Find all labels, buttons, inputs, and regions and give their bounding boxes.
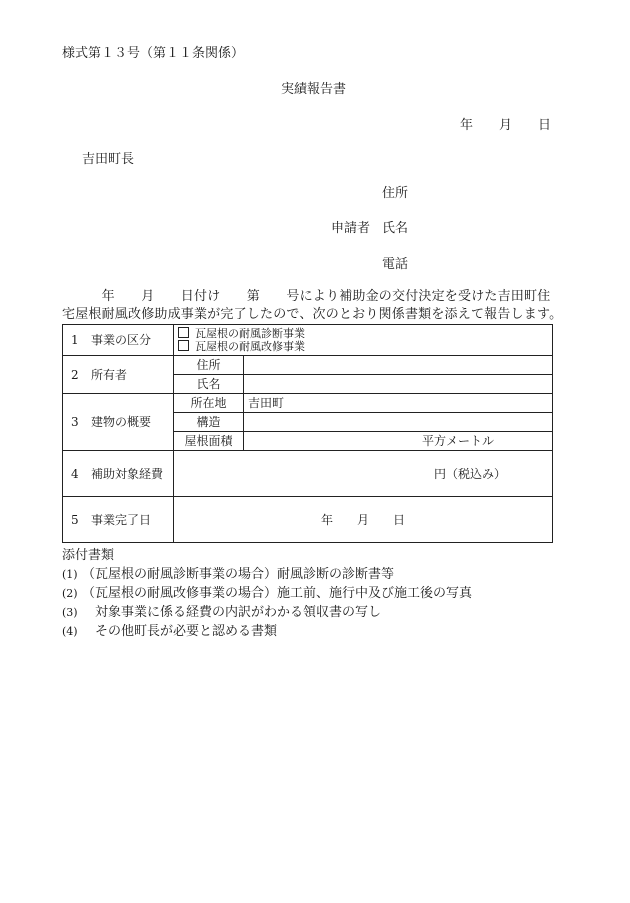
building-overview-label: 3 建物の概要 (63, 394, 174, 451)
eligible-cost-row (63, 451, 553, 497)
option-renovation[interactable]: 瓦屋根の耐風改修事業 (178, 340, 548, 353)
owner-name-label: 氏名 (174, 375, 244, 394)
owner-address-value[interactable] (244, 356, 553, 375)
report-body (62, 288, 572, 324)
business-category-label: 1 事業の区分 (63, 325, 174, 356)
body-line-1: 年 月 日付け 第 号により補助金の交付決定を受けた吉田町住 (62, 289, 551, 304)
report-date: 年 月 日 (460, 118, 552, 133)
attachments (62, 546, 472, 641)
owner-address-row (63, 356, 553, 375)
address-label: 住所 (382, 186, 409, 201)
completion-date-row (63, 497, 553, 543)
attachment-item: (1) （瓦屋根の耐風診断事業の場合）耐風診断の診断書等 (62, 567, 395, 582)
roof-area-label: 屋根面積 (174, 432, 244, 451)
document-title: 実績報告書 (281, 82, 347, 97)
owner-name-value[interactable] (244, 375, 553, 394)
report-table (62, 324, 553, 543)
eligible-cost-label: 4 補助対象経費 (63, 451, 174, 497)
completion-date-label: 5 事業完了日 (63, 497, 174, 543)
recipient: 吉田町長 (82, 152, 135, 167)
applicant-label: 申請者 (331, 221, 371, 236)
attachment-item: (3) 対象事業に係る経費の内訳がわかる領収書の写し (62, 605, 382, 620)
building-structure-label: 構造 (174, 413, 244, 432)
checkbox-icon[interactable] (178, 327, 189, 338)
building-location-label: 所在地 (174, 394, 244, 413)
business-category-row (63, 325, 553, 356)
body-line-2: 宅屋根耐風改修助成事業が完了したので、次のとおり関係書類を添えて報告します。 (62, 307, 563, 322)
checkbox-icon[interactable] (178, 340, 189, 351)
eligible-cost-value[interactable]: 円（税込み） (174, 451, 553, 497)
roof-area-value[interactable]: 平方メートル (244, 432, 553, 451)
attachment-item: (2) （瓦屋根の耐風改修事業の場合）施工前、施行中及び施工後の写真 (62, 586, 473, 601)
form-number: 様式第１３号（第１１条関係） (62, 46, 245, 61)
phone-label: 電話 (382, 257, 409, 272)
name-label: 氏名 (382, 221, 409, 236)
owner-address-label: 住所 (174, 356, 244, 375)
building-location-row (63, 394, 553, 413)
building-location-value[interactable]: 吉田町 (244, 394, 553, 413)
business-category-options (174, 325, 553, 356)
owner-label: 2 所有者 (63, 356, 174, 394)
attachments-heading: 添付書類 (62, 548, 115, 563)
building-structure-value[interactable] (244, 413, 553, 432)
option-diagnosis[interactable]: 瓦屋根の耐風診断事業 (178, 327, 548, 340)
completion-date-value[interactable]: 年 月 日 (174, 497, 553, 543)
attachment-item: (4) その他町長が必要と認める書類 (62, 624, 278, 639)
